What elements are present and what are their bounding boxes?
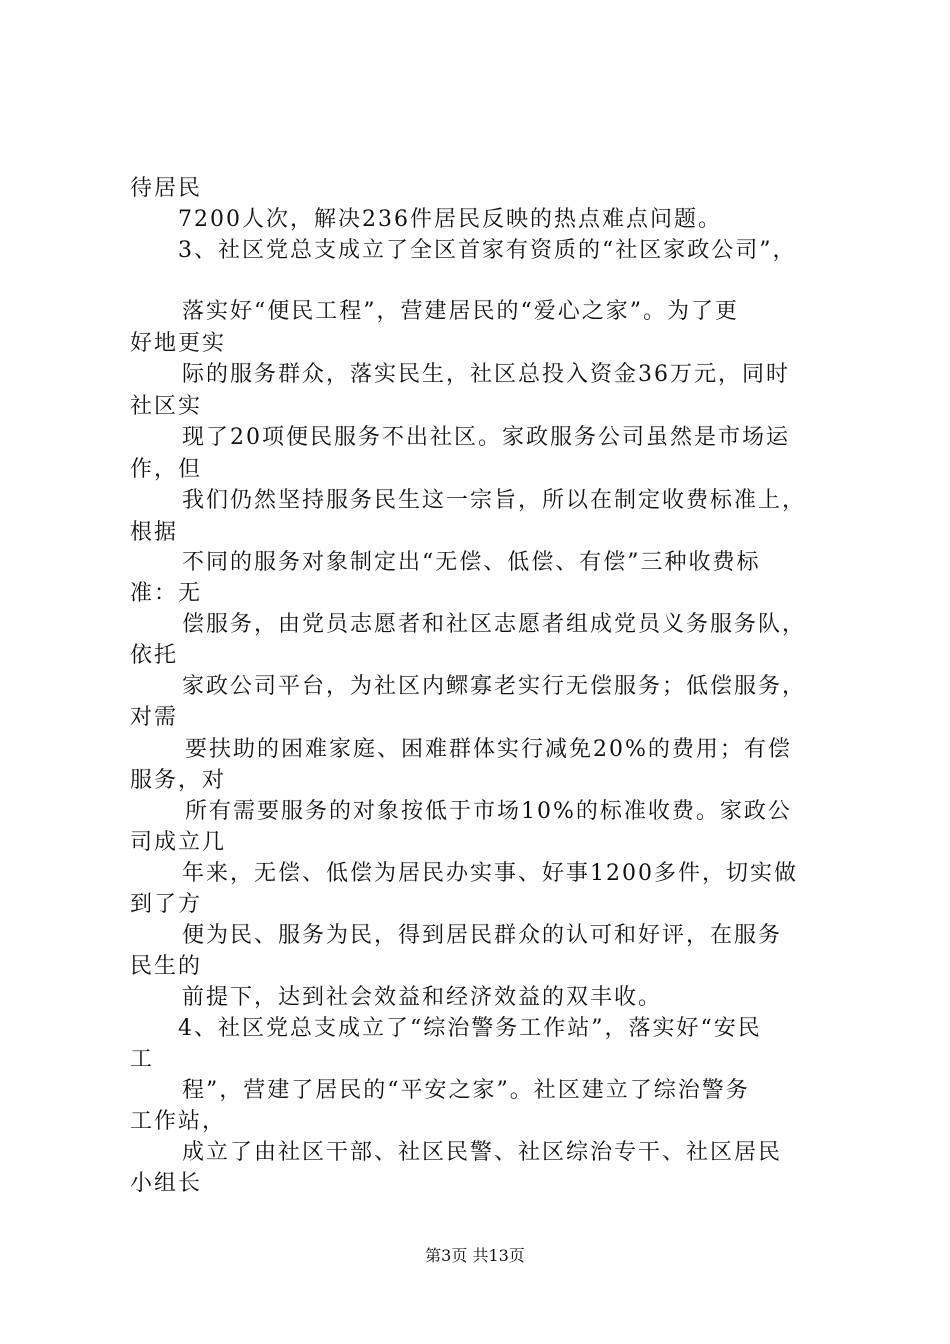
text-line: 际的服务群众，落实民生，社区总投入资金36万元，同时 [182,362,790,387]
text-line: 落实好“便民工程”，营建居民的“爱心之家”。为了更 [182,299,739,324]
text-line: 依托 [130,643,179,668]
text-line: 程”，营建了居民的“平安之家”。社区建立了综治警务 [182,1078,750,1103]
text-line: 要扶助的困难家庭、困难群体实行减免20%的费用；有偿 [185,737,792,762]
text-line: 偿服务，由党员志愿者和社区志愿者组成党员义务服务队， [182,612,807,637]
text-line: 到了方 [130,892,203,917]
text-line: 待居民 [130,176,203,201]
text-line: 4、社区党总支成立了“综治警务工作站”，落实好“安民 [178,1016,762,1041]
text-line: 前提下，达到社会效益和经济效益的双丰收。 [182,985,663,1010]
text-line: 7200人次，解决236件居民反映的热点难点问题。 [178,207,722,232]
text-line: 准：无 [130,581,203,606]
text-line: 不同的服务对象制定出“无偿、低偿、有偿”三种收费标 [182,550,761,575]
text-line: 根据 [130,520,179,545]
text-line: 年来，无偿、低偿为居民办实事、好事1200多件，切实做 [182,861,798,886]
text-line: 民生的 [130,954,203,979]
text-line: 所有需要服务的对象按低于市场10%的标准收费。家政公 [185,799,792,824]
text-line: 司成立几 [130,830,227,855]
text-line: 3、社区党总支成立了全区首家有资质的“社区家政公司”， [178,238,797,263]
text-line: 工作站， [130,1109,227,1134]
text-line: 家政公司平台，为社区内鳏寡老实行无偿服务；低偿服务， [182,674,807,699]
text-line: 作，但 [130,457,203,482]
text-line: 成立了由社区干部、社区民警、社区综治专干、社区居民 [182,1140,783,1165]
text-line: 好地更实 [130,331,227,356]
text-line: 工 [130,1047,155,1072]
text-line: 对需 [130,705,179,730]
text-line: 社区实 [130,394,203,419]
text-line: 小组长 [130,1171,203,1196]
text-line: 现了20项便民服务不出社区。家政服务公司虽然是市场运 [182,425,790,450]
text-line: 服务，对 [130,768,227,793]
text-line: 便为民、服务为民，得到居民群众的认可和好评，在服务 [182,923,783,948]
page-number-footer: 第3页 共13页 [425,1246,525,1265]
text-line: 我们仍然坚持服务民生这一宗旨，所以在制定收费标准上， [182,488,807,513]
